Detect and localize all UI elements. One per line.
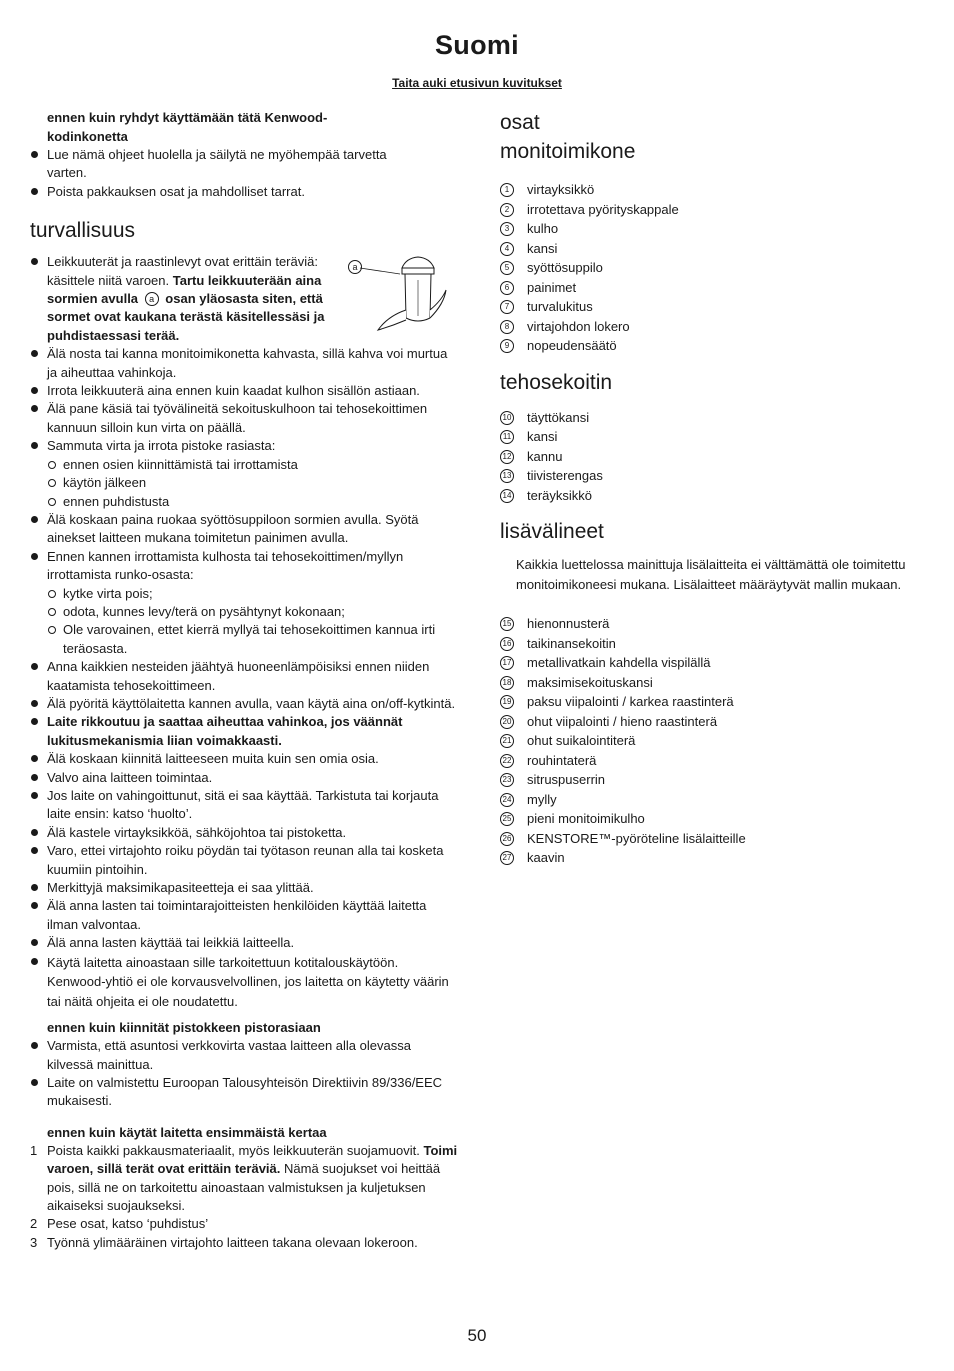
- step-number: 2: [30, 1216, 38, 1232]
- list-item: Lue nämä ohjeet huolella ja säilytä ne myöhempää tarvetta varten.: [30, 146, 417, 183]
- item-label: teräyksikkö: [527, 487, 593, 503]
- item-number: 5: [500, 261, 514, 275]
- list-item: Älä anna lasten käyttää tai leikkiä laitteella.: [30, 934, 458, 952]
- list-item: [500, 653, 920, 673]
- list-item: [500, 673, 920, 693]
- item-label: virtajohdon lokero: [527, 318, 630, 334]
- blender-list: [500, 408, 920, 506]
- intro-list: [30, 146, 458, 201]
- item-label: syöttösuppilo: [527, 260, 603, 275]
- list-item: Poista pakkauksen osat ja mahdolliset tarrat.: [30, 183, 458, 201]
- item-label: painimet: [527, 279, 577, 295]
- parts-heading: [500, 108, 920, 166]
- item-label: KENSTORE™-pyöröteline lisälaitteille: [527, 830, 746, 846]
- item-number: 25: [500, 812, 514, 826]
- item-label: tiivisterengas: [527, 468, 603, 483]
- list-item-bold: Laite rikkoutuu ja saattaa aiheuttaa vahinkoa, jos väännät lukitusmekanismia liian voimakkaasti.: [30, 713, 458, 750]
- item-label: metallivatkain kahdella vispilällä: [527, 655, 711, 670]
- list-item: [500, 790, 920, 810]
- item-label: ohut viipalointi / hieno raastinterä: [527, 713, 718, 729]
- list-item: [500, 486, 920, 506]
- list-item: Älä anna lasten tai toimintarajoitteisten henkilöiden käyttää laitetta ilman valvontaa.: [30, 897, 458, 934]
- step-number: 1: [30, 1142, 38, 1158]
- item-number: 10: [500, 411, 514, 425]
- item-number: 12: [500, 450, 514, 464]
- figure-label: a: [352, 262, 358, 272]
- list-item: Varmista, että asuntosi verkkovirta vastaa laitteen alla olevassa kilvessä mainittua.: [30, 1037, 458, 1074]
- item-number: 27: [500, 851, 514, 865]
- list-item: Älä koskaan paina ruokaa syöttösuppiloon sormien avulla. Syötä ainekset laitteen mukana toimitetun painimen avulla.: [30, 511, 458, 548]
- list-item: [500, 447, 920, 467]
- accessories-list: [500, 614, 920, 868]
- parts-heading-line1: osat: [500, 111, 540, 134]
- step-text: Pese osat, katso ‘puhdistus’: [47, 1216, 209, 1232]
- sub-list: [47, 585, 458, 659]
- sub-list-item: Ole varovainen, ettet kierrä myllyä tai tehosekoittimen kannua irti teräosasta.: [47, 621, 458, 658]
- item-label: rouhintaterä: [527, 752, 597, 768]
- item-number: 3: [500, 222, 514, 236]
- first-use-heading: ennen kuin käytät laitetta ensimmäistä kertaa: [47, 1124, 327, 1140]
- list-item: [500, 180, 920, 200]
- item-number: 8: [500, 320, 514, 334]
- list-item: [500, 829, 920, 849]
- blade-illustration: [348, 254, 448, 344]
- page-number: 50: [467, 1326, 487, 1345]
- item-number: 11: [500, 430, 514, 444]
- list-item: [500, 712, 920, 732]
- item-label: paksu viipalointi / karkea raastinterä: [527, 694, 734, 709]
- list-item: [500, 614, 920, 634]
- item-label: mylly: [527, 791, 557, 807]
- item-number: 2: [500, 203, 514, 217]
- page-title: Suomi: [434, 30, 519, 60]
- item-number: 14: [500, 489, 514, 503]
- item-number: 19: [500, 695, 514, 709]
- list-item: [500, 809, 920, 829]
- safety-first-text: Leikkuuterät ja raastinlevyt ovat erittäin teräviä: käsittele niitä varoen.: [47, 254, 318, 288]
- list-item: [500, 848, 920, 868]
- plug-heading: ennen kuin kiinnität pistokkeen pistorasiaan: [47, 1020, 321, 1036]
- item-label: ohut suikalointiterä: [527, 733, 636, 748]
- item-label: turvalukitus: [527, 299, 593, 314]
- list-item: [500, 297, 920, 317]
- circle-a-label: a: [149, 294, 155, 305]
- list-item: Käytä laitetta ainoastaan sille tarkoitettuun kotitalouskäytöön. Kenwood-yhtiö ei ole korvausvelvollinen, jos laitetta on käytetty väärin tai näitä ohjeita ei ole noudatettu.: [30, 953, 458, 1012]
- plug-list: [30, 1037, 458, 1111]
- list-item: Laite on valmistettu Euroopan Talousyhteisön Direktiivin 89/336/EEC mukaisesti.: [30, 1074, 458, 1111]
- item-number: 24: [500, 793, 514, 807]
- list-item: Älä nosta tai kanna monitoimikonetta kahvasta, sillä kahva voi murtua ja aiheuttaa vahinkoja.: [30, 345, 458, 382]
- item-label: nopeudensäätö: [527, 338, 617, 353]
- list-item-text: Sammuta virta ja irrota pistoke rasiasta:: [47, 438, 276, 454]
- list-item: [500, 200, 920, 220]
- list-item: Älä koskaan kiinnitä laitteeseen muita kuin sen omia osia.: [30, 750, 458, 768]
- list-item-text: Ennen kannen irrottamista kulhosta tai tehosekoittimen/myllyn irrottamista runko-osasta:: [47, 548, 404, 583]
- list-item: [500, 219, 920, 239]
- item-label: sitruspuserrin: [527, 772, 606, 787]
- item-label: täyttökansi: [527, 409, 590, 425]
- accessories-note: Kaikkia luettelossa mainittuja lisälaitteita ei välttämättä ole toimitettu monitoimikoneesi mukana. Lisälaitteet määräytyvät mallin mukaan.: [516, 557, 906, 592]
- circle-a-marker: [145, 292, 159, 306]
- step-number: 3: [30, 1234, 38, 1250]
- list-item: [30, 1215, 458, 1233]
- list-item: [30, 1234, 458, 1252]
- sub-list-item: käytön jälkeen: [47, 474, 458, 492]
- list-item: [500, 239, 920, 259]
- step-text: Nämä suojukset voi heittää pois, sillä ne on tarkoitettu ainoastaan valmistuksen ja kuljetuksen aikaiseksi suojaukseksi.: [47, 1161, 441, 1213]
- safety-first-bold-b: osan yläosasta siten, että sormet ovat kaukana terästä käsitellessäsi ja puhdistaessasi terää.: [47, 291, 325, 343]
- blade-icon: [348, 254, 448, 344]
- item-number: 16: [500, 637, 514, 651]
- list-item: [500, 278, 920, 298]
- left-column: [30, 108, 458, 1252]
- step-text: Työnnä ylimääräinen virtajohto laitteen takana olevaan lokeroon.: [47, 1234, 418, 1250]
- item-label: kulho: [527, 221, 559, 236]
- step-text-bold: Toimi varoen, sillä terät ovat erittäin teräviä.: [47, 1142, 458, 1177]
- item-label: maksimisekoituskansi: [527, 674, 653, 690]
- item-label: hienonnusterä: [527, 616, 610, 631]
- item-number: 1: [500, 183, 514, 197]
- item-number: 13: [500, 469, 514, 483]
- parts-list: [500, 180, 920, 356]
- list-item: [30, 437, 458, 511]
- sub-list-item: kytke virta pois;: [47, 585, 458, 603]
- sub-list-item: ennen osien kiinnittämistä tai irrottamista: [47, 456, 458, 474]
- list-item: [500, 408, 920, 428]
- list-item: Jos laite on vahingoittunut, sitä ei saa käyttää. Tarkistuta tai korjauta laite ensin: katso ‘huolto’.: [30, 787, 458, 824]
- intro-heading: ennen kuin ryhdyt käyttämään tätä Kenwood-kodinkonetta: [47, 110, 328, 144]
- item-label: kansi: [527, 429, 558, 444]
- sub-list-item: ennen puhdistusta: [47, 493, 458, 511]
- item-label: taikinansekoitin: [527, 635, 616, 651]
- item-number: 7: [500, 300, 514, 314]
- list-item: [500, 692, 920, 712]
- safety-list-a: [30, 345, 458, 1011]
- first-use-list: [30, 1142, 458, 1252]
- item-number: 20: [500, 715, 514, 729]
- parts-heading-line2: monitoimikone: [500, 140, 636, 163]
- list-item: Valvo aina laitteen toimintaa.: [30, 769, 458, 787]
- list-item: Älä pane käsiä tai työvälineitä sekoituskulhoon tai tehosekoittimen kannuun silloin kun virta on päällä.: [30, 400, 458, 437]
- item-label: pieni monitoimikulho: [527, 811, 645, 826]
- item-number: 18: [500, 676, 514, 690]
- list-item: Varo, ettei virtajohto roiku pöydän tai työtason reunan alla tai kosketa kuumiin pintoihin.: [30, 842, 458, 879]
- list-item: [500, 751, 920, 771]
- blender-heading: tehosekoitin: [500, 370, 613, 394]
- item-number: 26: [500, 832, 514, 846]
- item-number: 23: [500, 773, 514, 787]
- accessories-heading: lisävälineet: [500, 520, 604, 543]
- list-item: [500, 731, 920, 751]
- list-item: [500, 258, 920, 278]
- list-item: Anna kaikkien nesteiden jäähtyä huoneenlämpöisiksi ennen niiden kaatamista tehosekoittimeen.: [30, 658, 458, 695]
- safety-first-bold-a: Tartu leikkuuterään aina sormien avulla: [47, 272, 322, 307]
- list-item: [500, 770, 920, 790]
- list-item: Merkittyjä maksimikapasiteetteja ei saa ylittää.: [30, 879, 458, 897]
- list-item: [500, 317, 920, 337]
- list-item: [500, 634, 920, 654]
- item-number: 4: [500, 242, 514, 256]
- item-label: kansi: [527, 240, 558, 256]
- list-item: [30, 253, 339, 345]
- item-label: kannu: [527, 448, 563, 464]
- list-item: Irrota leikkuuterä aina ennen kuin kaadat kulhon sisällön astiaan.: [30, 382, 458, 400]
- item-number: 22: [500, 754, 514, 768]
- item-number: 21: [500, 734, 514, 748]
- item-label: kaavin: [527, 850, 565, 865]
- list-item: [30, 1142, 458, 1216]
- item-number: 6: [500, 281, 514, 295]
- list-item: [30, 548, 458, 658]
- item-number: 17: [500, 656, 514, 670]
- list-item: Älä pyöritä käyttölaitetta kannen avulla, vaan käytä aina on/off-kytkintä.: [30, 695, 458, 713]
- list-item: Älä kastele virtayksikköä, sähköjohtoa tai pistoketta.: [30, 824, 458, 842]
- item-label: irrotettava pyörityskappale: [527, 201, 679, 217]
- item-number: 9: [500, 339, 514, 353]
- list-item: [500, 336, 920, 356]
- safety-heading: turvallisuus: [30, 219, 136, 243]
- right-column: [500, 108, 920, 868]
- list-item: [500, 466, 920, 486]
- step-text: Poista kaikki pakkausmateriaalit, myös leikkuuterän suojamuovit.: [47, 1142, 420, 1158]
- sub-list: [47, 456, 458, 511]
- page-subtitle: Taita auki etusivun kuvitukset: [392, 76, 562, 90]
- item-number: 15: [500, 617, 514, 631]
- list-item: [500, 427, 920, 447]
- item-label: virtayksikkö: [527, 182, 595, 197]
- sub-list-item: odota, kunnes levy/terä on pysähtynyt kokonaan;: [47, 603, 458, 621]
